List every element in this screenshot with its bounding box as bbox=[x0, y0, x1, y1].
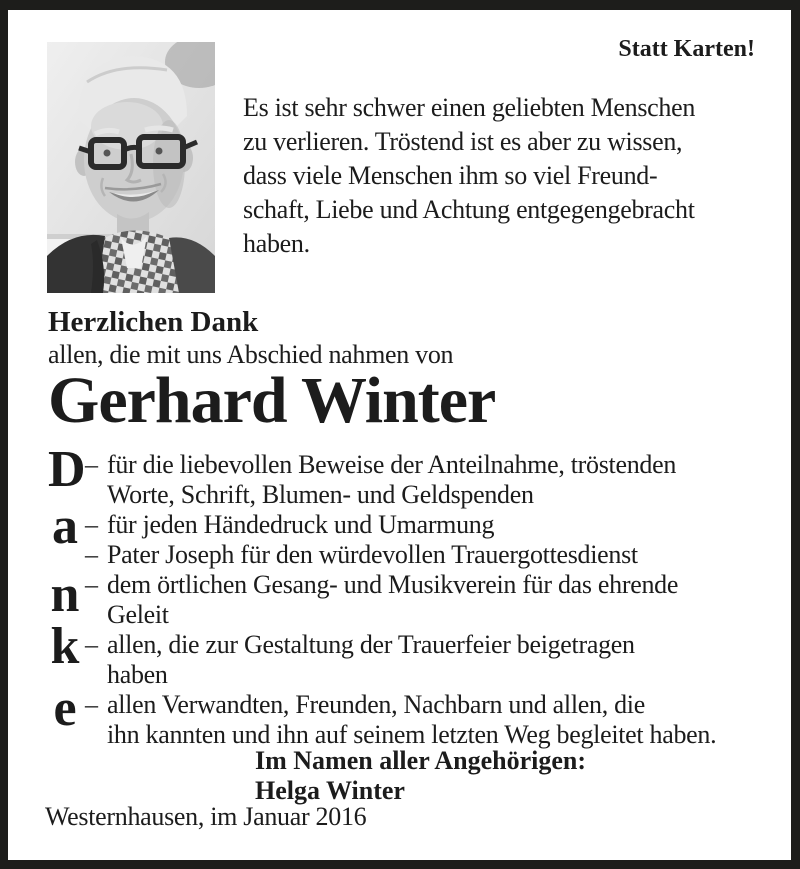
intro-line: haben. bbox=[243, 229, 310, 258]
danke-letter-a: a bbox=[52, 498, 78, 555]
dash-bullet: – bbox=[85, 690, 98, 719]
obituary-notice bbox=[8, 10, 791, 860]
deceased-portrait-photo bbox=[47, 42, 215, 293]
thanks-heading: Herzlichen Dank bbox=[48, 306, 259, 338]
list-item bbox=[85, 690, 761, 750]
list-item-line: für jeden Händedruck und Umarmung bbox=[107, 510, 495, 539]
thanks-subline: allen, die mit uns Abschied nahmen von bbox=[48, 340, 454, 369]
danke-letter-e: e bbox=[53, 680, 77, 737]
intro-line: schaft, Liebe und Achtung entgegengebracht bbox=[243, 195, 695, 224]
statt-karten-note: Statt Karten! bbox=[618, 36, 755, 62]
danke-letter-n: n bbox=[50, 566, 80, 623]
dash-bullet: – bbox=[85, 510, 98, 539]
signatory-name: Helga Winter bbox=[255, 776, 405, 805]
list-item-line: allen, die zur Gestaltung der Trauerfeier beigetragen bbox=[107, 630, 635, 659]
list-item bbox=[85, 570, 761, 630]
in-name-of-line: Im Namen aller Angehörigen: bbox=[255, 746, 586, 775]
closing-block bbox=[255, 746, 586, 806]
list-item-line: haben bbox=[107, 660, 168, 689]
list-item bbox=[85, 450, 761, 510]
list-item-line: Worte, Schrift, Blumen- und Geldspenden bbox=[107, 480, 534, 509]
list-item-line: für die liebevollen Beweise der Anteilnahme, tröstenden bbox=[107, 450, 677, 479]
danke-letter-k: k bbox=[50, 618, 80, 675]
intro-line: zu verlieren. Tröstend ist es aber zu wissen, bbox=[243, 127, 683, 156]
intro-line: dass viele Menschen ihm so viel Freund- bbox=[243, 161, 658, 190]
danke-letter-d: D bbox=[48, 441, 86, 498]
dash-bullet: – bbox=[85, 450, 98, 479]
list-item-line: allen Verwandten, Freunden, Nachbarn und allen, die bbox=[107, 690, 645, 719]
list-item-line: Geleit bbox=[107, 600, 169, 629]
list-item bbox=[85, 540, 761, 570]
list-item-line: ihn kannten und ihn auf seinem letzten Weg begleitet haben. bbox=[107, 720, 717, 749]
intro-line: Es ist sehr schwer einen geliebten Menschen bbox=[243, 93, 696, 122]
list-item bbox=[85, 630, 761, 690]
intro-paragraph bbox=[243, 91, 695, 261]
dash-bullet: – bbox=[85, 630, 98, 659]
list-item-line: Pater Joseph für den würdevollen Trauergottesdienst bbox=[107, 540, 638, 569]
deceased-name: Gerhard Winter bbox=[48, 364, 496, 437]
list-item-line: dem örtlichen Gesang- und Musikverein für das ehrende bbox=[107, 570, 679, 599]
place-date-line: Westernhausen, im Januar 2016 bbox=[45, 802, 367, 831]
thanks-list bbox=[85, 450, 761, 750]
dash-bullet: – bbox=[85, 540, 98, 569]
dash-bullet: – bbox=[85, 570, 98, 599]
list-item bbox=[85, 510, 761, 540]
